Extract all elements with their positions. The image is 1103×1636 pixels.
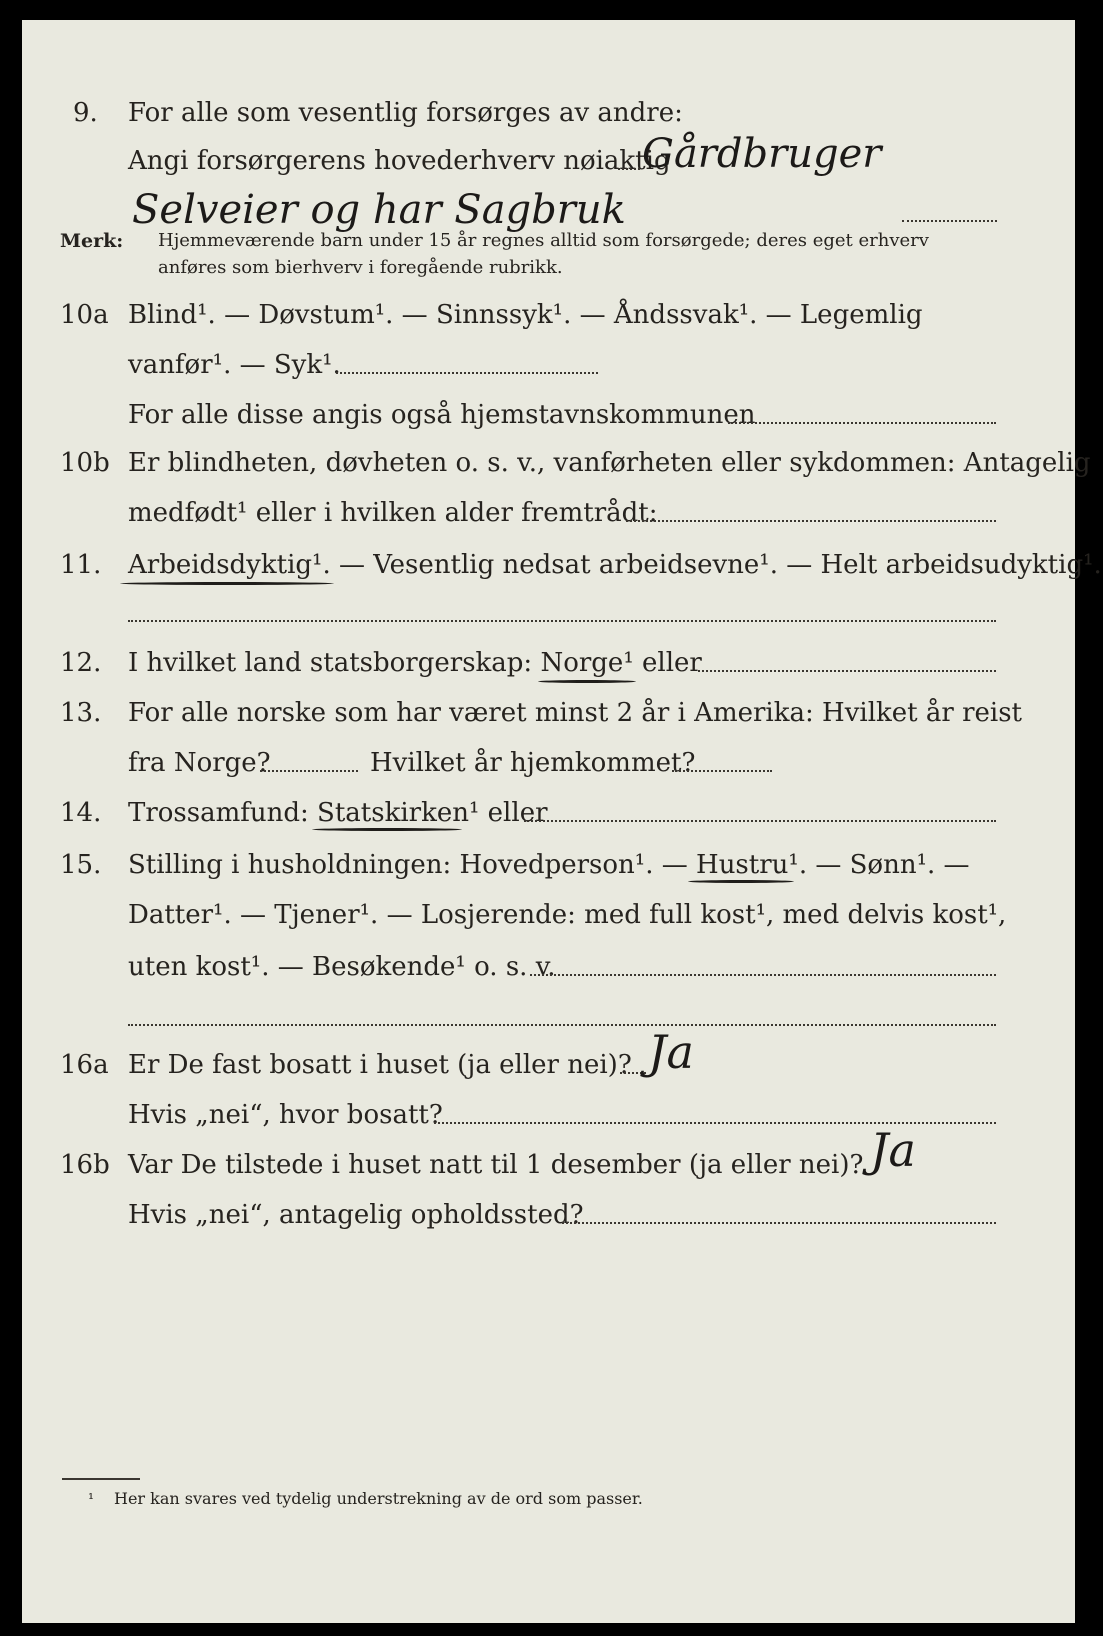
q12-dotted-line bbox=[698, 670, 996, 672]
q9-line2: Angi forsørgerens hovederhverv nøiaktig bbox=[128, 146, 671, 176]
q10b-number: 10b bbox=[60, 448, 110, 478]
q10b-dotted-line bbox=[626, 520, 996, 522]
q10a-line2: vanfør¹. — Syk¹. bbox=[128, 350, 341, 380]
merk-line1: Hjemmeværende barn under 15 år regnes alltid som forsørgede; deres eget erhverv bbox=[158, 230, 929, 251]
q16b-line1: Var De tilstede i huset natt til 1 desember (ja eller nei)? bbox=[128, 1150, 864, 1180]
q11-text: Arbeidsdyktig¹. — Vesentlig nedsat arbeidsevne¹. — Helt arbeidsudyktig¹. bbox=[128, 550, 1102, 580]
q16b-number: 16b bbox=[60, 1150, 110, 1180]
q9-number: 9. bbox=[73, 98, 98, 128]
q10b-line2: medfødt¹ eller i hvilken alder fremtrådt: bbox=[128, 498, 658, 528]
q16a-dotted-line-1 bbox=[620, 1072, 646, 1074]
q13-line2b: Hvilket år hjemkommet? bbox=[370, 748, 696, 778]
footnote-text: Her kan svares ved tydelig understrekning av de ord som passer. bbox=[114, 1489, 643, 1508]
q9-line1: For alle som vesentlig forsørges av andre: bbox=[128, 98, 683, 128]
q14-dotted-line bbox=[524, 820, 996, 822]
q11-number: 11. bbox=[60, 550, 102, 580]
q15-line3: uten kost¹. — Besøkende¹ o. s. v. bbox=[128, 952, 556, 982]
q16b-dotted-line bbox=[562, 1222, 996, 1224]
q16a-handwritten-answer: Ja bbox=[648, 1025, 694, 1079]
q15-number: 15. bbox=[60, 850, 102, 880]
q10a-hjemstavn-dotted-line bbox=[728, 422, 996, 424]
q11-arbeidsdyktig-underline bbox=[120, 582, 334, 585]
q13-reist-dotted-line bbox=[260, 770, 358, 772]
q14-statskirken-underline bbox=[312, 828, 462, 831]
q15-dotted-line-2 bbox=[128, 1024, 996, 1026]
q13-line1: For alle norske som har været minst 2 år i Amerika: Hvilket år reist bbox=[128, 698, 1022, 728]
q10b-line1: Er blindheten, døvheten o. s. v., vanførheten eller sykdommen: Antagelig bbox=[128, 448, 1091, 478]
q14-number: 14. bbox=[60, 798, 102, 828]
q9-handwritten-answer-2: Selveier og har Sagbruk bbox=[132, 187, 626, 233]
q12-text: I hvilket land statsborgerskap: Norge¹ eller bbox=[128, 648, 702, 678]
q16a-number: 16a bbox=[60, 1050, 109, 1080]
q10a-syk-dotted-line bbox=[336, 372, 598, 374]
q9-dotted-line-1 bbox=[618, 168, 640, 170]
footnote-mark: ¹ bbox=[88, 1490, 95, 1508]
q16b-handwritten-answer: Ja bbox=[870, 1123, 916, 1177]
q13-line2a: fra Norge? bbox=[128, 748, 271, 778]
q16b-line2: Hvis „nei“, antagelig opholdssted? bbox=[128, 1200, 584, 1230]
merk-label: Merk: bbox=[60, 230, 124, 252]
q10a-line1: Blind¹. — Døvstum¹. — Sinnssyk¹. — Åndssvak¹. — Legemlig bbox=[128, 300, 923, 330]
q12-number: 12. bbox=[60, 648, 102, 678]
census-form-page bbox=[22, 20, 1102, 1623]
q15-line2: Datter¹. — Tjener¹. — Losjerende: med full kost¹, med delvis kost¹, bbox=[128, 900, 1007, 930]
q11-dotted-line bbox=[128, 620, 996, 622]
q14-text: Trossamfund: Statskirken¹ eller bbox=[128, 798, 548, 828]
merk-line2: anføres som bierhverv i foregående rubrikk. bbox=[158, 257, 563, 278]
footnote-rule bbox=[62, 1478, 140, 1480]
q13-number: 13. bbox=[60, 698, 102, 728]
q15-dotted-line-1 bbox=[530, 974, 996, 976]
q9-dotted-line-2 bbox=[902, 220, 997, 222]
q13-hjemkommet-dotted-line bbox=[672, 770, 772, 772]
q9-handwritten-answer-1: Gårdbruger bbox=[642, 131, 882, 177]
q10a-line3: For alle disse angis også hjemstavnskommunen bbox=[128, 400, 756, 430]
q16a-line2: Hvis „nei“, hvor bosatt? bbox=[128, 1100, 443, 1130]
q12-norge-underline bbox=[538, 680, 636, 683]
q10a-number: 10a bbox=[60, 300, 109, 330]
q15-hustru-underline bbox=[688, 880, 794, 883]
q15-line1: Stilling i husholdningen: Hovedperson¹. — Hustru¹. — Sønn¹. — bbox=[128, 850, 970, 880]
q16a-line1: Er De fast bosatt i huset (ja eller nei)? bbox=[128, 1050, 632, 1080]
